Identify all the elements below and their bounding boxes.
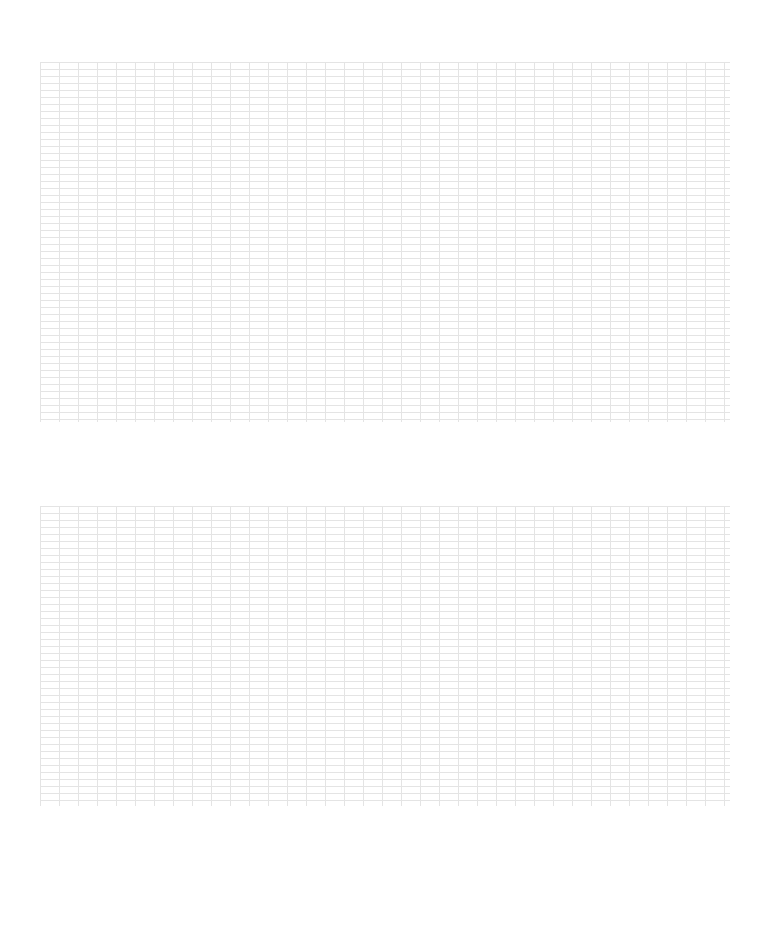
top-table-block	[40, 62, 730, 422]
spreadsheet	[40, 40, 730, 890]
bottom-table-block	[40, 506, 730, 806]
grid-lines	[40, 62, 730, 422]
grid-lines	[40, 506, 730, 806]
